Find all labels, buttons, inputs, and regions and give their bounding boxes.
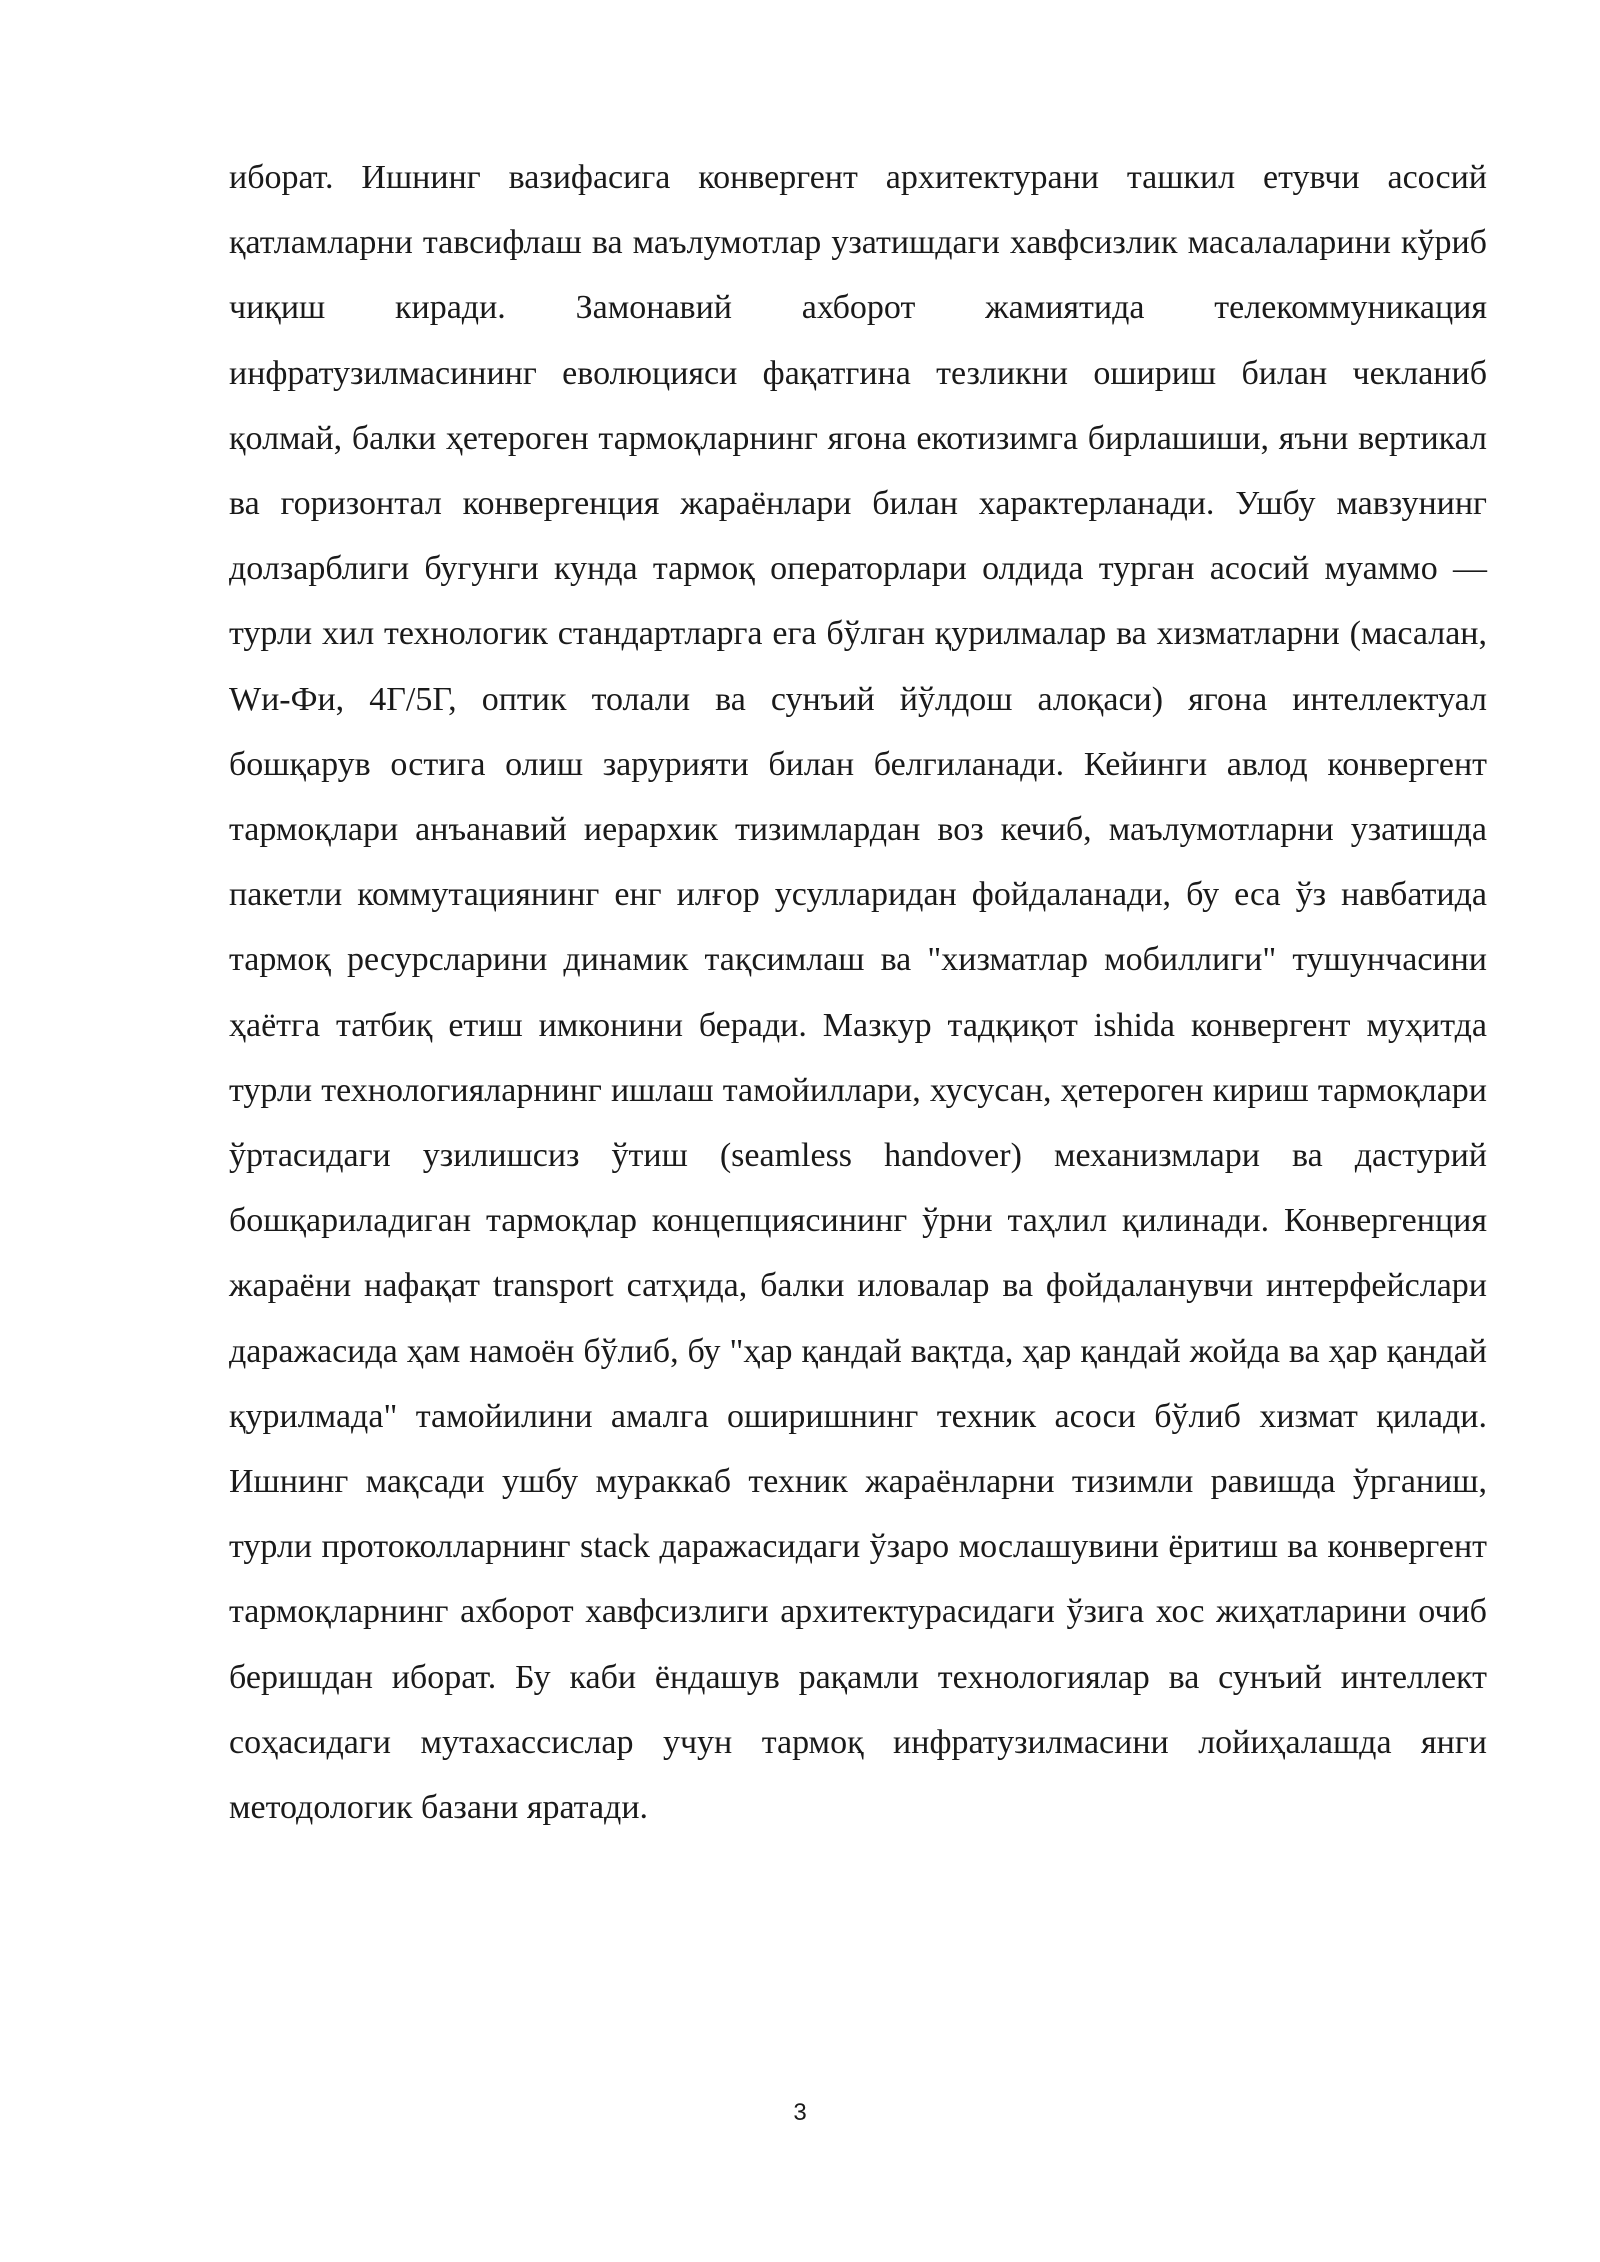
page-number: 3 bbox=[793, 2099, 807, 2126]
body-paragraph: иборат. Ишнинг вазифасига конвергент архитектурани ташкил етувчи асосий қатламларни тавсифлаш ва маълумотлар узатишдаги хавфсизлик масалаларини кўриб чиқиш киради. Замонавий ахборот жамиятида телекоммуникация инфратузилмасининг еволюцияси фақатгина тезликни ошириш билан чекланиб қолмай, балки ҳетероген тармоқларнинг ягона екотизимга бирлашиши, яъни вертикал ва горизонтал конвергенция жараёнлари билан характерланади. Ушбу мавзунинг долзарблиги бугунги кунда тармоқ операторлари олдида турган асосий муаммо — турли хил технологик стандартларга ега бўлган қурилмалар ва хизматларни (масалан, Wи-Фи, 4Г/5Г, оптик толали ва сунъий йўлдош алоқаси) ягона интеллектуал бошқарув остига олиш зарурияти билан белгиланади. Кейинги авлод конвергент тармоқлари анъанавий иерархик тизимлардан воз кечиб, маълумотларни узатишда пакетли коммутациянинг енг илғор усулларидан фойдаланади, бу еса ўз навбатида тармоқ ресурсларини динамик тақсимлаш ва "хизматлар мобиллиги" тушунчасини ҳаётга татбиқ етиш имконини беради. Мазкур тадқиқот ishida конвергент муҳитда турли технологияларнинг ишлаш тамойиллари, хусусан, ҳетероген кириш тармоқлари ўртасидаги узилишсиз ўтиш (seamless handover) механизмлари ва дастурий бошқариладиган тармоқлар концепциясининг ўрни таҳлил қилинади. Конвергенция жараёни нафақат transport сатҳида, балки иловалар ва фойдаланувчи интерфейслари даражасида ҳам намоён бўлиб, бу "ҳар қандай вақтда, ҳар қандай жойда ва ҳар қандай қурилмада" тамойилини амалга оширишнинг техник асоси бўлиб хизмат қилади. Ишнинг мақсади ушбу мураккаб техник жараёнларни тизимли равишда ўрганиш, турли протоколларнинг stack даражасидаги ўзаро мослашувини ёритиш ва конвергент тармоқларнинг ахборот хавфсизлиги архитектурасидаги ўзига хос жиҳатларини очиб беришдан иборат. Бу каби ёндашув рақамли технологиялар ва сунъий интеллект соҳасидаги мутахассислар учун тармоқ инфратузилмасини лойиҳалашда янги методологик базани яратади. bbox=[229, 159, 1487, 1827]
